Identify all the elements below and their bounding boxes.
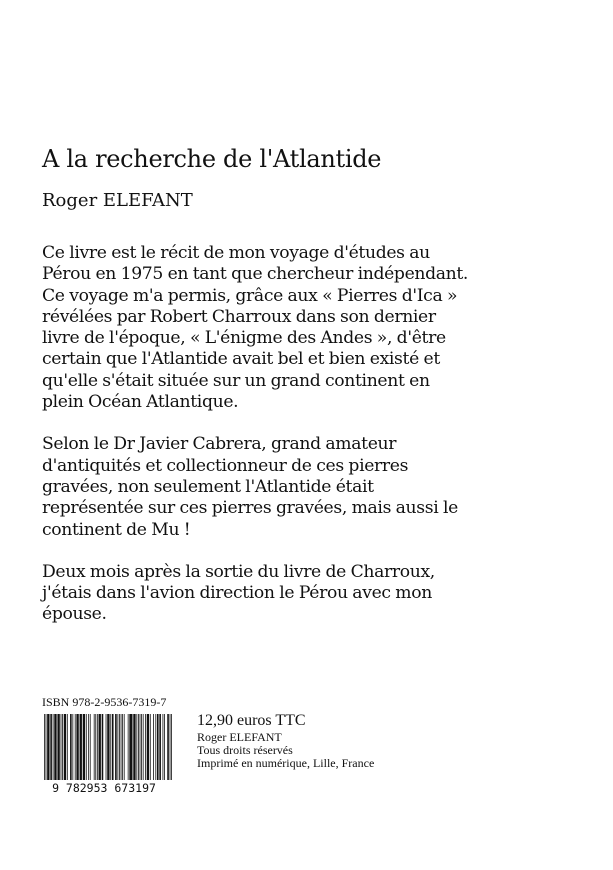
barcode-bar [171,714,172,780]
barcode-bar [46,714,47,780]
barcode-bar [163,714,164,780]
barcode-bar [80,714,82,780]
barcode-bar [140,714,141,780]
printing-notice: Imprimé en numérique, Lille, France [197,756,375,770]
blurb-paragraph: Ce livre est le récit de mon voyage d'études au Pérou en 1975 en tant que chercheur indépendant. Ce voyage m'a permis, grâce aux « Pierres d'Ica » révélées par Robert Charroux dans son dernier livre de l'époque, « L'énigme des Andes », d'être certain que l'Atlantide avait bel et bien existé et qu'elle s'était située sur un grand continent en plein Océan Atlantique. [42,243,469,413]
barcode-bar [47,714,49,780]
barcode-bar [88,714,89,780]
blurb [42,243,472,647]
barcode-bar [141,714,142,780]
barcode-bar [75,714,76,780]
barcode-bar [106,714,107,780]
publisher-name: Roger ELEFANT [197,730,282,744]
barcode-bar [97,714,98,780]
rights-notice: Tous droits réservés [197,743,293,757]
barcode-bar [67,714,68,780]
barcode-bar [119,714,120,780]
barcode-bar [72,714,73,780]
barcode-bar [64,714,66,780]
barcode-bar [133,714,135,780]
blurb-paragraph: Selon le Dr Javier Cabrera, grand amateur d'antiquités et collectionneur de ces pierres gravées, non seulement l'Atlantide était représentée sur ces pierres gravées, mais aussi le continent de Mu ! [42,434,458,540]
barcode-bar [99,714,101,780]
barcode-bars [44,714,172,780]
barcode-bar [70,714,72,780]
barcode-bar [147,714,149,780]
barcode-bar [86,714,87,780]
barcode-bar [53,714,54,780]
barcode-bar [129,714,132,780]
isbn-barcode [32,712,176,794]
barcode-bar [136,714,137,780]
barcode-bar [153,714,154,780]
blurb-paragraph: Deux mois après la sortie du livre de Charroux, j'étais dans l'avion direction le Pérou avec mon épouse. [42,561,435,625]
barcode-bar [62,714,63,780]
barcode-bar [150,714,151,780]
barcode-bar [110,714,111,780]
barcode-bar [124,714,125,780]
barcode-bar [76,714,78,780]
book-title: A la recherche de l'Atlantide [42,145,382,173]
barcode-bar [50,714,52,780]
barcode-bar [90,714,91,780]
barcode-bar [143,714,144,780]
barcode-bar [164,714,165,780]
barcode-bar [95,714,96,780]
barcode-bar [107,714,109,780]
price-block [197,712,374,770]
barcode-bar [145,714,146,780]
price: 12,90 euros TTC [197,712,306,729]
barcode-bar [138,714,139,780]
barcode-bar [117,714,118,780]
barcode-bar [128,714,129,780]
barcode-bar [155,714,156,780]
barcode-bar [167,714,169,780]
barcode-bar [112,714,114,780]
barcode-bar [157,714,159,780]
isbn-label: ISBN 978-2-9536-7319-7 [42,695,167,709]
barcode-bar [83,714,85,780]
barcode-bar [61,714,62,780]
barcode-bar [54,714,56,780]
barcode-bar [159,714,161,780]
barcode-bar [122,714,123,780]
barcode-bar [121,714,122,780]
barcode-bar [94,714,95,780]
barcode-bar [102,714,104,780]
book-author: Roger ELEFANT [42,190,193,211]
barcode-bar [57,714,59,780]
barcode-bar [170,714,171,780]
barcode-bar [44,714,45,780]
barcode-digits: 9 782953 673197 [52,781,156,794]
barcode-bar [115,714,117,780]
